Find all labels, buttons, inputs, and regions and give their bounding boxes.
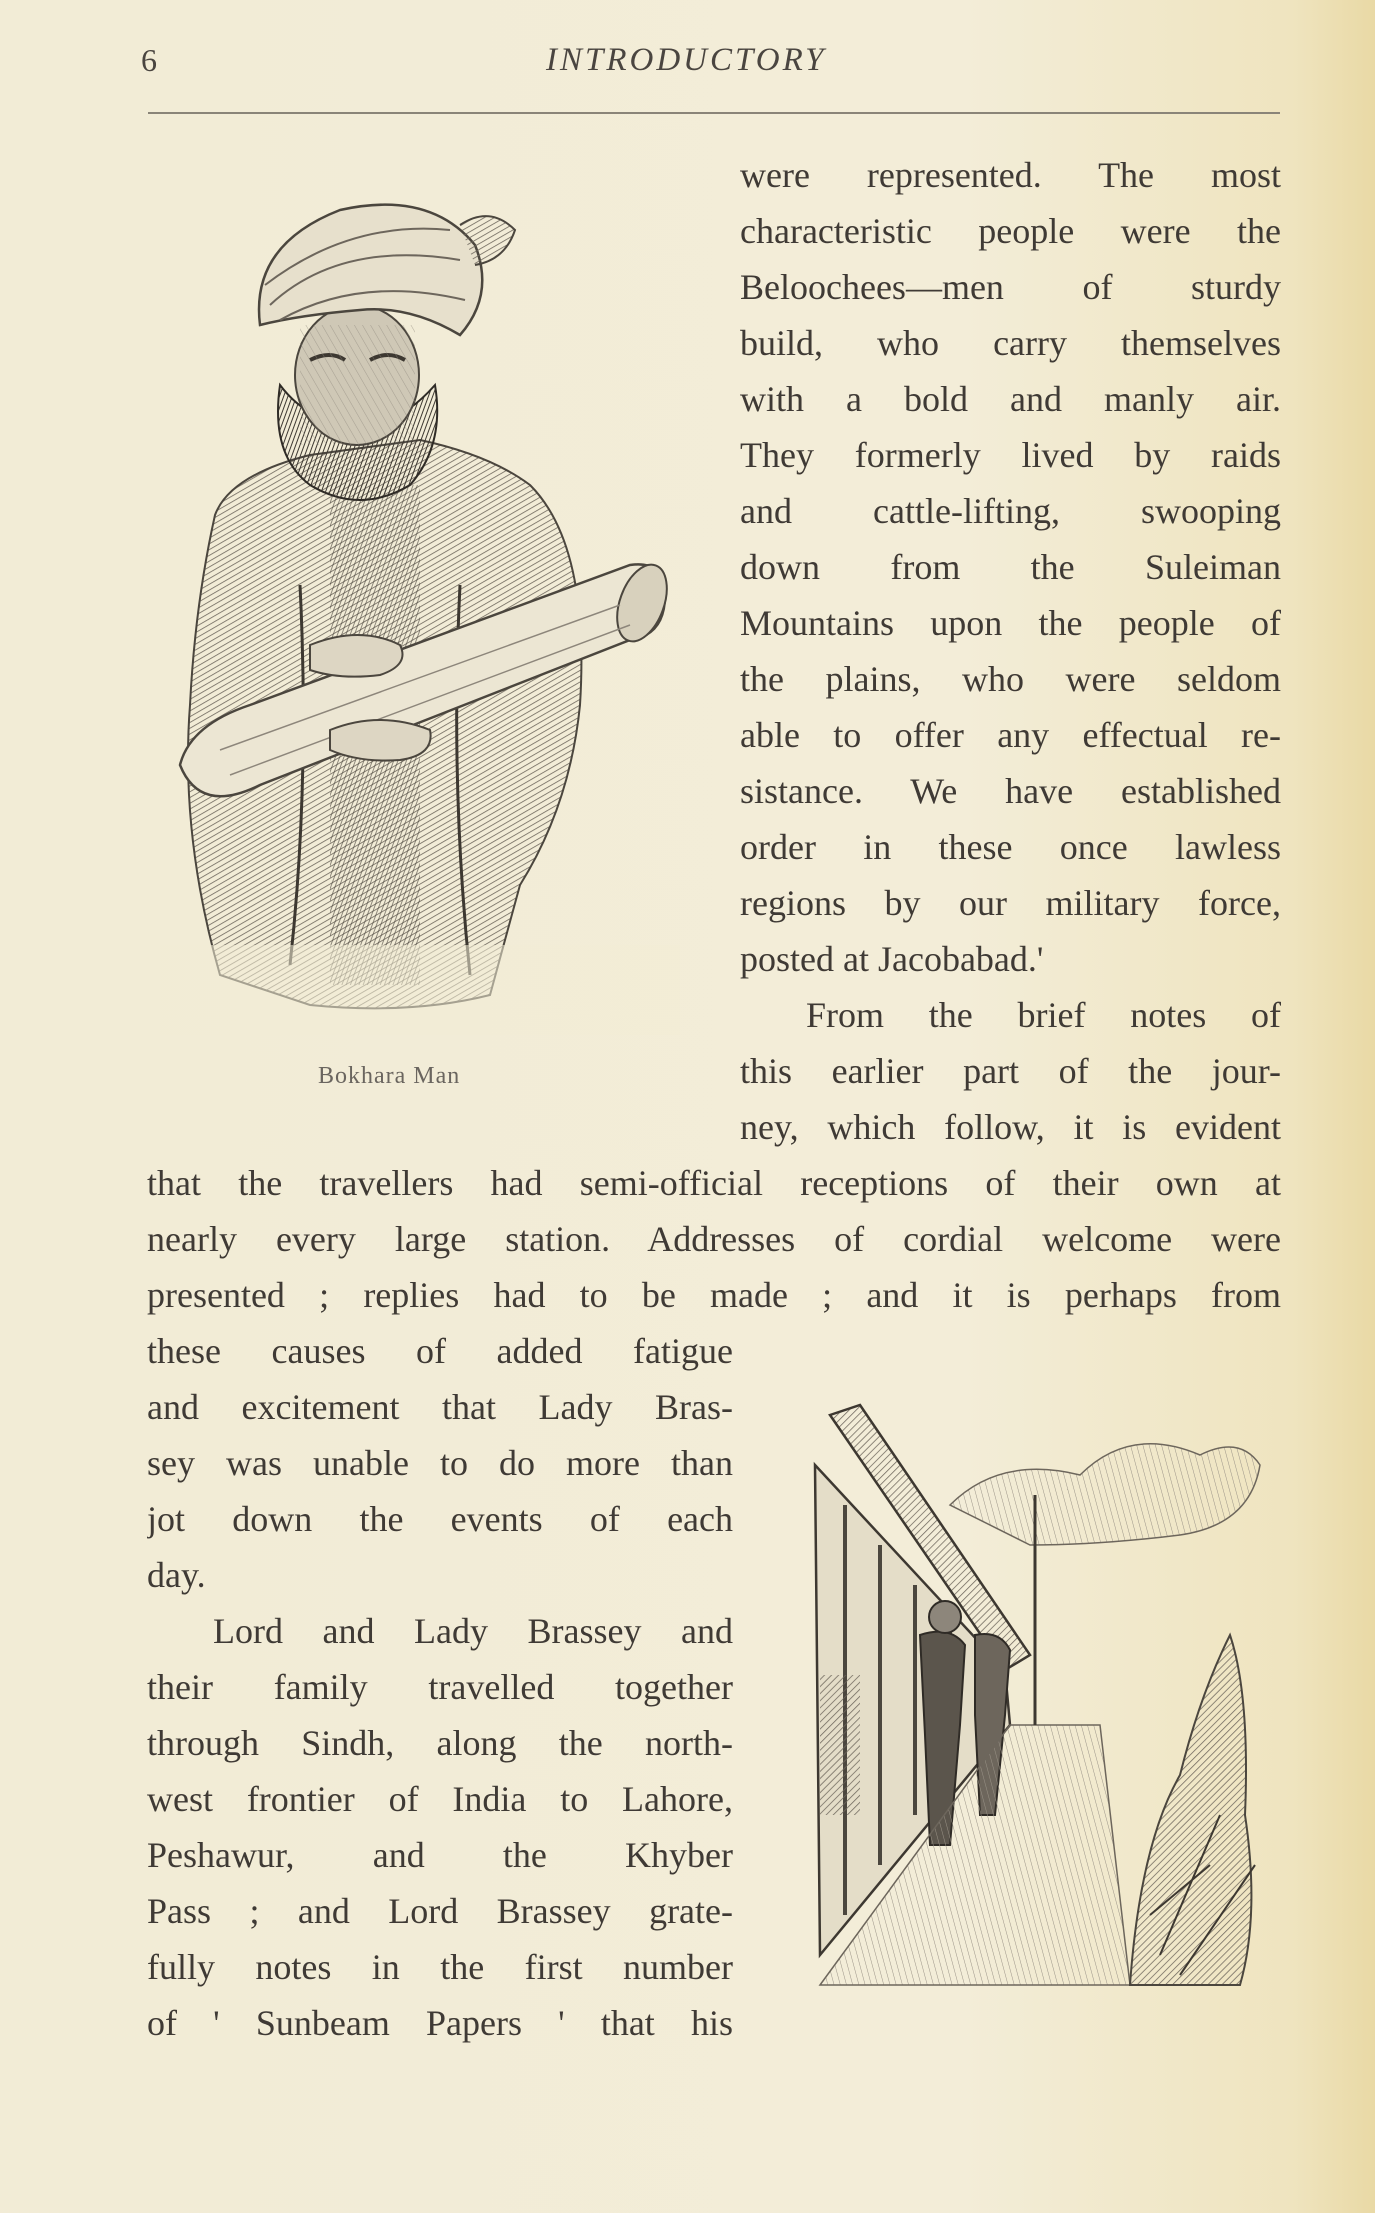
- page-number: 6: [141, 42, 157, 78]
- text-line: this earlier part of the jour-: [740, 1051, 1281, 1091]
- text-line: day.: [147, 1555, 206, 1595]
- text-line: From the brief notes of: [806, 995, 1281, 1035]
- text-line: presented ; replies had to be made ; and it is perhaps from: [147, 1275, 1281, 1315]
- text-line: and excitement that Lady Bras-: [147, 1387, 733, 1427]
- text-line: Peshawur, and the Khyber: [147, 1835, 733, 1875]
- bokhara-man-illustration: [160, 185, 680, 1035]
- text-line: fully notes in the first number: [147, 1947, 733, 1987]
- text-line: through Sindh, along the north-: [147, 1723, 733, 1763]
- running-head: INTRODUCTORY: [546, 42, 827, 78]
- text-line: nearly every large station. Addresses of cordial welcome were: [147, 1219, 1281, 1259]
- text-line: characteristic people were the: [740, 211, 1281, 251]
- text-line: jot down the events of each: [147, 1499, 733, 1539]
- header-rule: [148, 112, 1280, 114]
- text-line: Mountains upon the people of: [740, 603, 1281, 643]
- text-line: build, who carry themselves: [740, 323, 1281, 363]
- text-line: posted at Jacobabad.': [740, 939, 1044, 979]
- figure-caption: Bokhara Man: [318, 1063, 461, 1089]
- text-line: their family travelled together: [147, 1667, 733, 1707]
- text-line: west frontier of India to Lahore,: [147, 1779, 733, 1819]
- text-line: were represented. The most: [740, 155, 1281, 195]
- text-line: sistance. We have established: [740, 771, 1281, 811]
- text-line: They formerly lived by raids: [740, 435, 1281, 475]
- text-line: ney, which follow, it is evident: [740, 1107, 1281, 1147]
- railway-carriage-illustration: [800, 1395, 1270, 1995]
- text-line: down from the Suleiman: [740, 547, 1281, 587]
- text-line: Lord and Lady Brassey and: [213, 1611, 733, 1651]
- text-line: these causes of added fatigue: [147, 1331, 733, 1371]
- text-line: order in these once lawless: [740, 827, 1281, 867]
- text-line: sey was unable to do more than: [147, 1443, 733, 1483]
- text-line: that the travellers had semi-official receptions of their own at: [147, 1163, 1281, 1203]
- text-line: the plains, who were seldom: [740, 659, 1281, 699]
- text-line: able to offer any effectual re-: [740, 715, 1281, 755]
- text-line: with a bold and manly air.: [740, 379, 1281, 419]
- text-line: regions by our military force,: [740, 883, 1281, 923]
- text-line: and cattle-lifting, swooping: [740, 491, 1281, 531]
- text-line: Beloochees—men of sturdy: [740, 267, 1281, 307]
- text-line: of ' Sunbeam Papers ' that his: [147, 2003, 733, 2043]
- text-line: Pass ; and Lord Brassey grate-: [147, 1891, 733, 1931]
